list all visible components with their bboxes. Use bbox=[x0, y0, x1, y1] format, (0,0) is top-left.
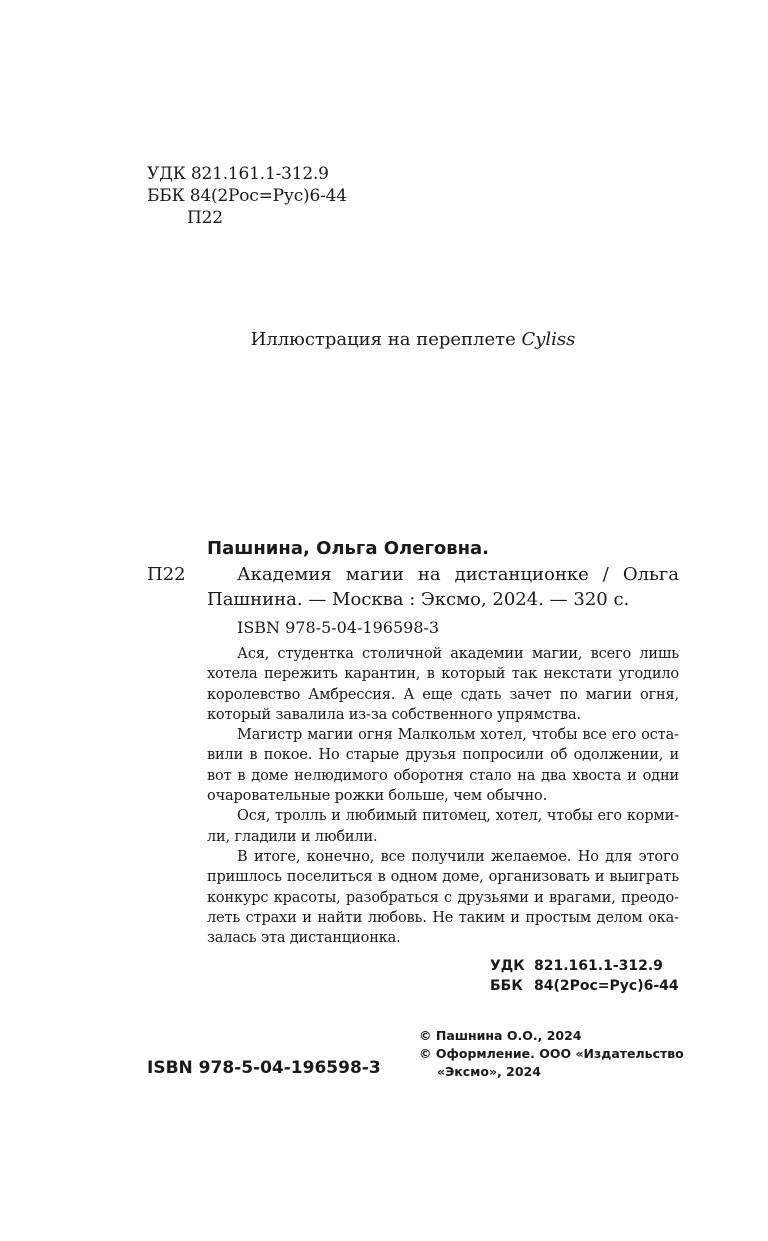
copyright-publisher: «Эксмо», 2024 bbox=[437, 1064, 541, 1079]
bbk-line: ББК 84(2Рос=Рус)6-44 bbox=[147, 186, 347, 206]
author-code: П22 bbox=[187, 208, 223, 228]
copyright-block bbox=[419, 1027, 684, 1081]
udk-row bbox=[490, 956, 679, 976]
annotation bbox=[207, 644, 679, 948]
udk-line: УДК 821.161.1-312.9 bbox=[147, 164, 329, 184]
bbk-value: 84(2Рос=Рус)6-44 bbox=[534, 978, 679, 994]
classification-block bbox=[490, 956, 679, 996]
illustration-artist: Cyliss bbox=[521, 329, 576, 350]
record-isbn: ISBN 978-5-04-196598-3 bbox=[237, 618, 440, 637]
udk-label: УДК bbox=[490, 958, 525, 974]
record-author: Пашнина, Ольга Олеговна. bbox=[207, 538, 490, 559]
illustration-credit bbox=[0, 329, 768, 350]
record-title-line1: Академия магии на дистанционке / Ольга bbox=[237, 564, 679, 585]
illustration-text: Иллюстрация на переплете bbox=[250, 329, 516, 350]
copyright-design: © Оформление. ООО «Издательство bbox=[419, 1046, 684, 1061]
bbk-label: ББК bbox=[490, 978, 523, 994]
annotation-paragraph: В итоге, конечно, все получили желаемое. Но для этого пришлось поселиться в одном доме, организовать и выиграть конкурс красоты, разобраться с друзьями и врагами, преодолеть страхи и найти любовь. Не таким и простым делом оказалась эта дистанционка. bbox=[207, 848, 679, 947]
annotation-paragraph: Магистр магии огня Малкольм хотел, чтобы все его оставили в покое. Но старые друзья попросили об одолжении, и вот в доме нелюдимого оборотня стало на два хвоста и одни очаровательные рожки больше, чем обычно. bbox=[207, 727, 679, 805]
record-code: П22 bbox=[147, 564, 186, 585]
udk-value: 821.161.1-312.9 bbox=[534, 958, 663, 974]
record-title bbox=[207, 562, 679, 612]
annotation-paragraph: Ася, студентка столичной академии магии, всего лишь хотела пережить карантин, в который так некстати угодило королевство Амбрессия. А еще сдать зачет по магии огня, который завалила из-за собственного упрямства. bbox=[207, 646, 679, 723]
copyright-author: © Пашнина О.О., 2024 bbox=[419, 1028, 582, 1043]
bbk-row bbox=[490, 976, 679, 996]
record-title-line2: Пашнина. — Москва : Эксмо, 2024. — 320 с. bbox=[207, 589, 630, 610]
annotation-paragraph: Ося, тролль и любимый питомец, хотел, чтобы его кормили, гладили и любили. bbox=[207, 808, 679, 845]
footer-isbn: ISBN 978-5-04-196598-3 bbox=[147, 1058, 381, 1078]
